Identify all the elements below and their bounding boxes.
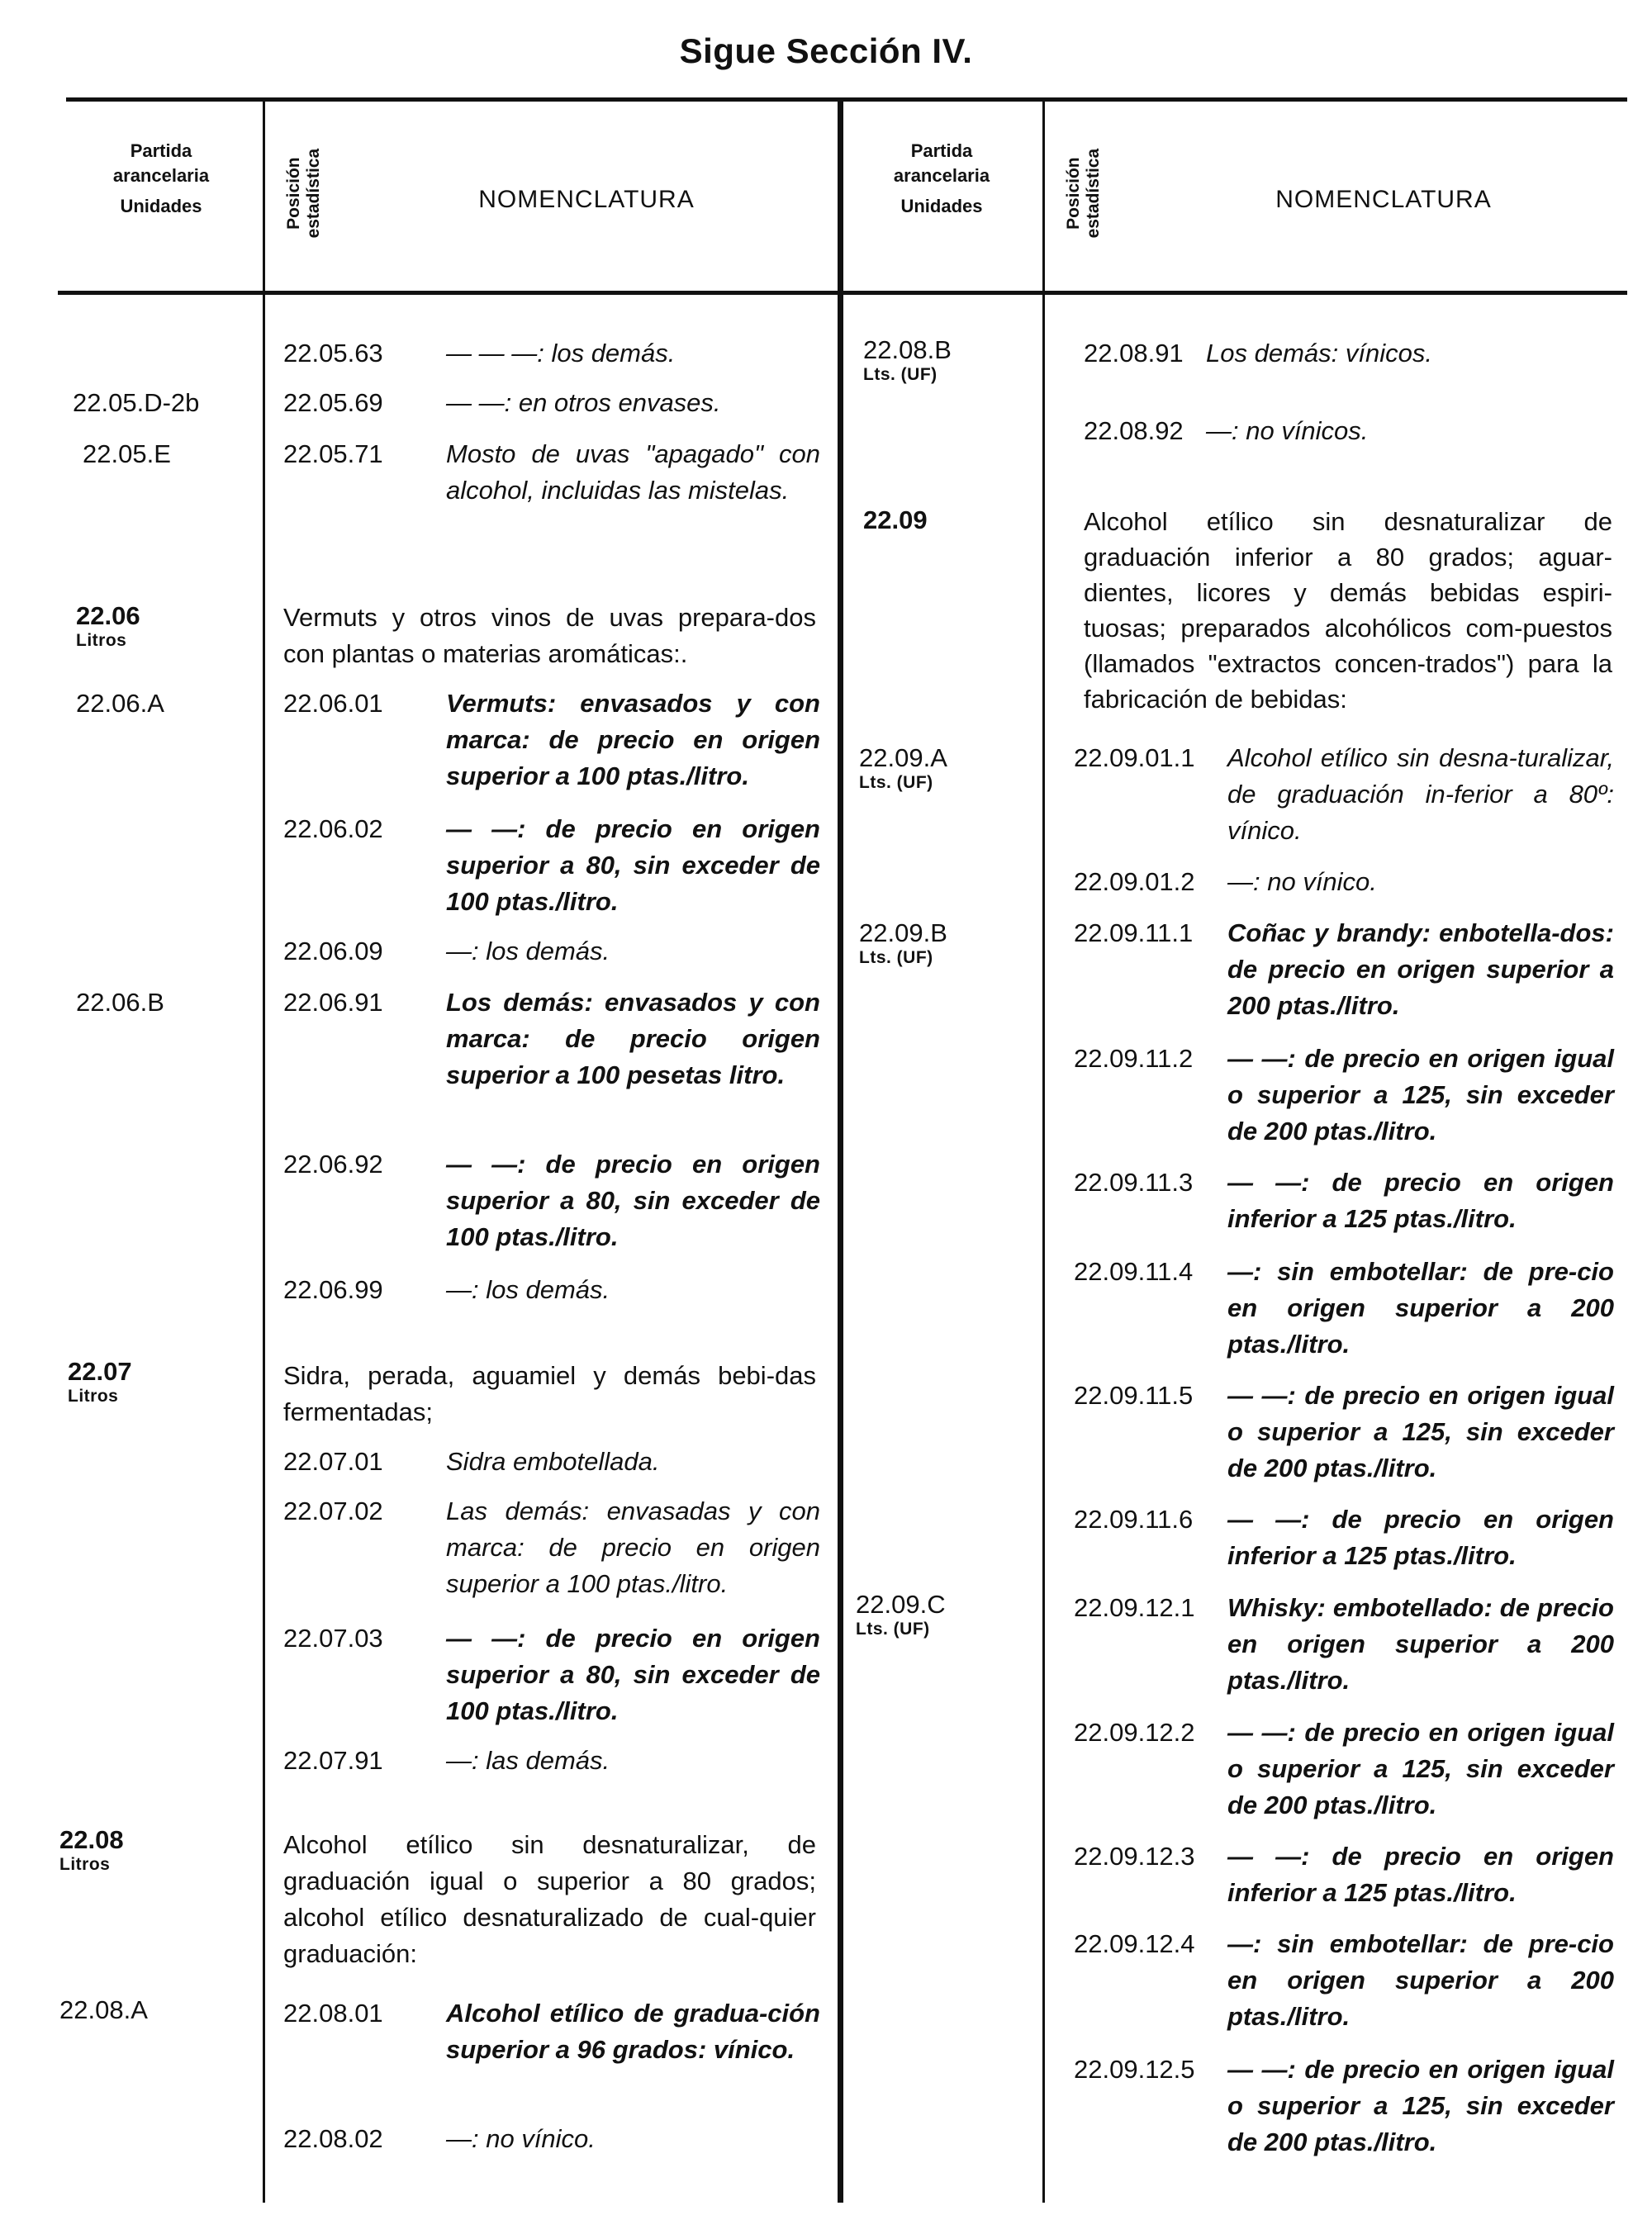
entry-22-07-03 — [283, 1620, 820, 1729]
entry-number: 22.09.12.4 — [1074, 1929, 1195, 1958]
entry-text: — —: de precio en origen igual o superior a 125, sin exceder de 200 ptas./litro. — [1227, 2055, 1614, 2156]
header-partida-line: Unidades — [900, 196, 983, 217]
partida-22-09-b — [859, 918, 947, 968]
partida-22-07 — [68, 1357, 132, 1406]
partida-22-09-c — [856, 1590, 946, 1639]
entry-number: 22.05.63 — [283, 339, 383, 368]
entry-text: — —: de precio en origen superior a 80, sin exceder de 100 ptas./litro. — [446, 1624, 820, 1725]
entry-text: —: los demás. — [446, 1275, 610, 1304]
entry-22-08-91 — [1084, 335, 1612, 372]
entry-number: 22.05.69 — [283, 388, 383, 417]
partida-22-09-a — [859, 743, 947, 793]
heading-22-08: Alcohol etílico sin desnaturalizar, de graduación igual o superior a 80 grados; alcohol etílico desnaturalizado de cual-quier graduación: — [283, 1830, 816, 1968]
entry-22-07-91 — [283, 1743, 820, 1779]
entry-text: Mosto de uvas "apagado" con alcohol, incluidas las mistelas. — [446, 439, 820, 505]
entry-text: Vermuts: envasados y con marca: de precio en origen superior a 100 ptas./litro. — [446, 689, 820, 790]
partida-code: 22.09.C — [856, 1590, 946, 1619]
entry-text: —: no vínico. — [446, 2124, 596, 2153]
entry-22-06-99 — [283, 1272, 820, 1308]
header-posicion-line: Posición — [1063, 157, 1083, 230]
entry-text: —: sin embotellar: de pre-cio en origen superior a 200 ptas./litro. — [1227, 1929, 1614, 2031]
partida-code: 22.05.E — [83, 439, 171, 468]
entry-22-09-12-4 — [1074, 1926, 1614, 2035]
entry-22-09-11-1 — [1074, 915, 1614, 1024]
entry-22-06-09 — [283, 933, 820, 970]
header-partida-line: Partida — [130, 140, 192, 161]
entry-number: 22.09.12.1 — [1074, 1593, 1195, 1622]
partida-code: 22.08 — [59, 1825, 124, 1854]
partida-unit: Lts. (UF) — [859, 772, 933, 792]
entry-22-06-01 — [283, 685, 820, 795]
entry-number: 22.08.92 — [1084, 416, 1184, 445]
header-posicion-left — [284, 119, 324, 268]
partida-22-08-a — [59, 1995, 148, 2025]
entry-text: — —: de precio en origen igual o superior a 125, sin exceder de 200 ptas./litro. — [1227, 1718, 1614, 1819]
divider-center — [838, 101, 843, 2203]
partida-code: 22.09 — [863, 505, 928, 534]
partida-code: 22.07 — [68, 1357, 132, 1386]
entry-number: 22.06.01 — [283, 689, 383, 718]
header-posicion-line: estadística — [1084, 148, 1103, 239]
header-posicion-line: estadística — [304, 148, 323, 239]
header-partida-line: arancelaria — [112, 164, 210, 186]
entry-text: Las demás: envasadas y con marca: de precio en origen superior a 100 ptas./litro. — [446, 1497, 820, 1598]
entry-22-07-01 — [283, 1444, 820, 1480]
partida-22-05-e — [83, 439, 171, 469]
page-title: Sigue Sección IV. — [679, 31, 973, 70]
entry-22-08-01 — [283, 1995, 820, 2068]
entry-22-09-11-2 — [1074, 1041, 1614, 1150]
entry-number: 22.09.11.1 — [1074, 918, 1194, 947]
entry-number: 22.07.02 — [283, 1497, 383, 1525]
entry-number: 22.08.01 — [283, 1999, 383, 2028]
partida-unit: Litros — [59, 1854, 111, 1874]
entry-number: 22.06.02 — [283, 814, 383, 843]
header-posicion-line: Posición — [283, 157, 303, 230]
entry-22-06-02 — [283, 811, 820, 920]
entry-22-09-12-5 — [1074, 2052, 1614, 2161]
entry-22-09-01-2 — [1074, 864, 1614, 900]
header-nomenclatura-right: NOMENCLATURA — [1275, 186, 1492, 213]
entry-number: 22.09.12.5 — [1074, 2055, 1195, 2084]
entry-text: Alcohol etílico de gradua-ción superior a 96 grados: vínico. — [446, 1999, 820, 2064]
partida-code: 22.06 — [76, 601, 140, 630]
entry-text: Los demás: envasados y con marca: de precio origen superior a 100 pesetas litro. — [446, 988, 820, 1089]
entry-22-09-12-3 — [1074, 1838, 1614, 1911]
entry-number: 22.08.02 — [283, 2124, 383, 2153]
entry-22-09-12-2 — [1074, 1715, 1614, 1824]
header-posicion-right — [1064, 119, 1104, 268]
heading-22-06: Vermuts y otros vinos de uvas prepara-dos con plantas o materias aromáticas:. — [283, 603, 816, 668]
entry-number: 22.07.01 — [283, 1447, 383, 1476]
entry-number: 22.09.12.3 — [1074, 1842, 1195, 1871]
entry-text: —: sin embotellar: de pre-cio en origen superior a 200 ptas./litro. — [1227, 1257, 1614, 1359]
entry-text: — —: en otros envases. — [446, 388, 721, 417]
entry-text: —: los demás. — [446, 937, 610, 965]
partida-22-06-a — [76, 689, 164, 719]
partida-code: 22.09.B — [859, 918, 947, 947]
entry-number: 22.06.09 — [283, 937, 383, 965]
entry-22-07-02 — [283, 1493, 820, 1602]
entry-number: 22.06.99 — [283, 1275, 383, 1304]
entry-22-09-11-4 — [1074, 1254, 1614, 1363]
heading-22-07: Sidra, perada, aguamiel y demás bebi-das fermentadas; — [283, 1361, 816, 1426]
header-partida-line: arancelaria — [893, 164, 990, 186]
partida-22-06-b — [76, 988, 164, 1017]
entry-number: 22.09.11.4 — [1074, 1257, 1194, 1286]
entry-text: —: las demás. — [446, 1746, 610, 1775]
entry-number: 22.09.11.2 — [1074, 1044, 1194, 1073]
partida-22-06 — [76, 601, 140, 651]
entry-number: 22.06.91 — [283, 988, 383, 1017]
entry-text: — —: de precio en origen igual o superior a 125, sin exceder de 200 ptas./litro. — [1227, 1381, 1614, 1482]
divider-right-partida — [1042, 101, 1045, 2203]
entry-22-08-02 — [283, 2121, 820, 2157]
partida-unit: Lts. (UF) — [863, 364, 938, 384]
entry-text: — —: de precio en origen superior a 80, sin exceder de 100 ptas./litro. — [446, 1150, 820, 1251]
partida-code: 22.08.B — [863, 335, 952, 364]
heading-22-09: Alcohol etílico sin desnaturalizar de graduación inferior a 80 grados; aguar-dientes, licores y demás bebidas espiri-tuosas; preparados alcohólicos com-puestos (llamados "extractos concen-trados") para la fabricación de bebidas: — [1084, 507, 1612, 714]
entry-text: — —: de precio en origen igual o superior a 125, sin exceder de 200 ptas./litro. — [1227, 1044, 1614, 1146]
entry-number: 22.09.12.2 — [1074, 1718, 1195, 1747]
entry-number: 22.07.91 — [283, 1746, 383, 1775]
entry-number: 22.09.01.2 — [1074, 867, 1195, 896]
entry-text: — — —: los demás. — [446, 339, 676, 368]
entry-22-09-11-3 — [1074, 1165, 1614, 1237]
entry-number: 22.09.01.1 — [1074, 743, 1195, 772]
entry-22-06-92 — [283, 1146, 820, 1255]
entry-text: Alcohol etílico sin desna-turalizar, de graduación in-ferior a 80º: vínico. — [1227, 743, 1614, 845]
entry-text: Sidra embotellada. — [446, 1447, 660, 1476]
entry-text: — —: de precio en origen inferior a 125 ptas./litro. — [1227, 1842, 1614, 1907]
entry-text: Los demás: vínicos. — [1206, 339, 1432, 368]
partida-code: 22.06.A — [76, 689, 164, 718]
header-nomenclatura-left: NOMENCLATURA — [478, 186, 695, 213]
entry-text: —: no vínico. — [1227, 867, 1377, 896]
partida-code: 22.08.A — [59, 1995, 148, 2024]
entry-number: 22.09.11.5 — [1074, 1381, 1194, 1410]
entry-22-05-63 — [283, 335, 820, 372]
header-partida-line: Partida — [910, 140, 973, 161]
entry-number: 22.05.71 — [283, 439, 383, 468]
entry-text: — —: de precio en origen inferior a 125 ptas./litro. — [1227, 1168, 1614, 1233]
entry-22-05-71 — [283, 436, 820, 509]
partida-22-08-b — [863, 335, 952, 385]
entry-text: Whisky: embotellado: de precio en origen superior a 200 ptas./litro. — [1227, 1593, 1614, 1695]
entry-22-09-11-6 — [1074, 1501, 1614, 1574]
partida-unit: Lts. (UF) — [856, 1619, 930, 1639]
entry-text: —: no vínicos. — [1206, 416, 1369, 445]
entry-number: 22.08.91 — [1084, 339, 1184, 368]
header-partida-line: Unidades — [120, 196, 202, 217]
entry-22-09-11-5 — [1074, 1378, 1614, 1487]
partida-code: 22.05.D-2b — [73, 388, 200, 417]
partida-22-05-d-2b — [73, 388, 199, 418]
header-partida-right — [847, 139, 1037, 219]
partida-unit: Litros — [68, 1386, 119, 1406]
partida-code: 22.09.A — [859, 743, 947, 772]
entry-22-09-12-1 — [1074, 1590, 1614, 1699]
entry-22-08-92 — [1084, 413, 1612, 449]
partida-unit: Litros — [76, 630, 127, 650]
entry-number: 22.09.11.3 — [1074, 1168, 1194, 1197]
entry-text: — —: de precio en origen superior a 80, sin exceder de 100 ptas./litro. — [446, 814, 820, 916]
header-partida-left — [66, 139, 256, 219]
divider-left-partida — [263, 101, 265, 2203]
top-rule — [66, 97, 1627, 102]
entry-number: 22.09.11.6 — [1074, 1505, 1194, 1534]
partida-22-08 — [59, 1825, 124, 1875]
entry-22-06-91 — [283, 984, 820, 1093]
entry-number: 22.06.92 — [283, 1150, 383, 1179]
entry-text: Coñac y brandy: enbotella-dos: de precio en origen superior a 200 ptas./litro. — [1227, 918, 1614, 1020]
partida-22-09 — [863, 505, 928, 535]
entry-number: 22.07.03 — [283, 1624, 383, 1653]
entry-22-05-69 — [283, 385, 820, 421]
entry-text: — —: de precio en origen inferior a 125 ptas./litro. — [1227, 1505, 1614, 1570]
partida-unit: Lts. (UF) — [859, 947, 933, 967]
partida-code: 22.06.B — [76, 988, 164, 1017]
entry-22-09-01-1 — [1074, 740, 1614, 849]
